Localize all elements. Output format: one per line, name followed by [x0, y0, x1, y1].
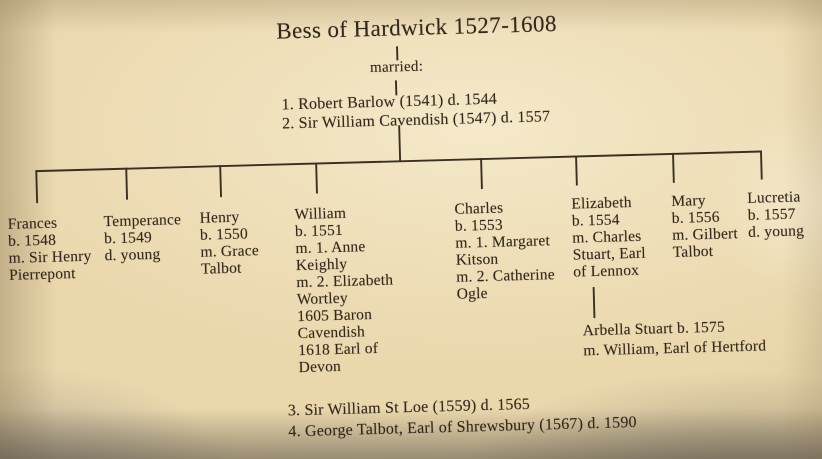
child-entry-frances: Frances b. 1548 m. Sir Henry Pierrepont	[7, 214, 92, 284]
child-entry-elizabeth: Elizabeth b. 1554 m. Charles Stuart, Earl of Lennox	[571, 194, 646, 281]
marriage-entry-4: 4. George Talbot, Earl of Shrewsbury (1567) d. 1590	[288, 413, 637, 440]
connector-elizabeth-arbella	[594, 287, 595, 318]
child-entry-charles: Charles b. 1553 m. 1. Margaret Kitson m. 2. Catherine Ogle	[454, 199, 556, 303]
connector-drop-temperance	[126, 168, 127, 200]
connector-drop-elizabeth	[576, 156, 577, 186]
connector-drop-henry	[220, 165, 221, 197]
connector-drop-mary	[673, 153, 674, 183]
connector-main-stem	[399, 125, 400, 161]
marriage-entry-2: 2. Sir William Cavendish (1547) d. 1557	[281, 108, 551, 133]
child-entry-mary: Mary b. 1556 m. Gilbert Talbot	[671, 192, 739, 261]
connector-drop-frances	[36, 170, 37, 203]
marriage-entry-3: 3. Sir William St Loe (1559) d. 1565	[287, 395, 531, 420]
child-entry-henry: Henry b. 1550 m. Grace Talbot	[199, 208, 260, 278]
grandchild-entry-arbella: Arbella Stuart b. 1575 m. William, Earl of Hertford	[582, 318, 767, 359]
marriage-list-first	[281, 88, 550, 133]
connector-drop-william	[316, 163, 317, 194]
connector-drop-charles	[481, 158, 482, 189]
child-entry-temperance: Temperance b. 1549 d. young	[103, 211, 182, 265]
page-title: Bess of Hardwick 1527-1608	[275, 10, 558, 44]
child-entry-lucretia: Lucretia b. 1557 d. young	[747, 188, 805, 241]
connector-drop-lucretia	[761, 151, 762, 180]
married-label: married:	[369, 58, 424, 77]
child-entry-william: William b. 1551 m. 1. Anne Keighly m. 2. Elizabeth Wortley 1605 Baron Cavendish 1618 Earl of Devon	[294, 204, 394, 377]
connector-sibling-bar	[36, 152, 761, 172]
marriage-entry-1: 1. Robert Barlow (1541) d. 1544	[281, 90, 498, 114]
